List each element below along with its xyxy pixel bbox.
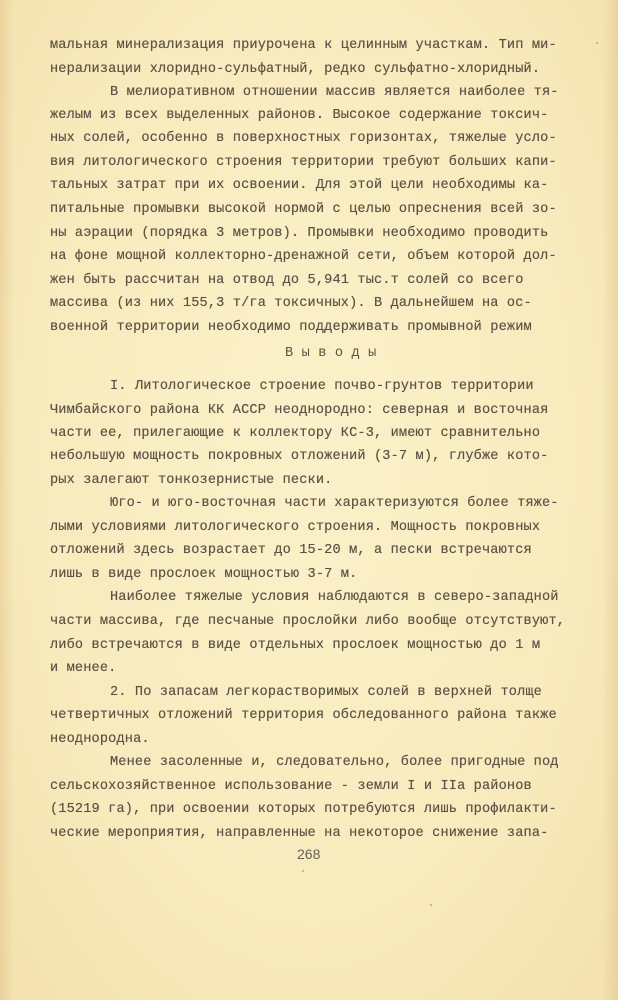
text-line: лишь в виде прослоек мощностью 3-7 м. — [50, 567, 358, 582]
text-line: отложений здесь возрастает до 15-20 м, а пески встречаются — [50, 543, 532, 558]
text-line: ны аэрации (порядка 3 метров). Промывки необходимо проводить — [50, 226, 549, 241]
text-line: нерализации хлоридно-сульфатный, редко сульфатно-хлоридный. — [50, 62, 541, 77]
text-line: Юго- и юго-восточная части характеризуются более тяже- — [110, 496, 559, 511]
text-line: мальная минерализация приурочена к целинным участкам. Тип ми- — [50, 38, 557, 53]
text-line: В мелиоративном отношении массив является наиболее тя- — [110, 85, 559, 100]
text-line: военной территории необходимо поддерживать промывной режим — [50, 320, 532, 335]
text-line: (15219 га), при освоении которых потребуются лишь профилакти- — [50, 802, 557, 817]
paper-speck — [430, 904, 432, 906]
page-number: 268 — [297, 846, 321, 862]
text-line: 2. По запасам легкорастворимых солей в верхней толще — [110, 685, 542, 700]
text-line: Чимбайского района КК АССР неоднородно: северная и восточная — [50, 403, 549, 418]
text-line: ных солей, особенно в поверхностных горизонтах, тяжелые усло- — [50, 131, 557, 146]
text-line: ческие мероприятия, направленные на некоторое снижение запа- — [50, 826, 549, 841]
text-line: лыми условиями литологического строения. Мощность покровных — [50, 520, 541, 535]
text-line: тальных затрат при их освоении. Для этой цели необходимы ка- — [50, 178, 549, 193]
paper-speck — [596, 42, 598, 44]
paper-speck — [302, 870, 304, 872]
text-line: рых залегают тонкозернистые пески. — [50, 473, 333, 488]
text-line: небольшую мощность покровных отложений (3-7 м), глубже кото- — [50, 449, 549, 464]
text-line: желым из всех выделенных районов. Высокое содержание токсич- — [50, 108, 549, 123]
text-line: I. Литологическое строение почво-грунтов территории — [110, 379, 534, 394]
text-line: четвертичных отложений территория обследованного района также — [50, 708, 557, 723]
text-line: либо встречаются в виде отдельных прослоек мощностью до 1 м — [50, 638, 541, 653]
text-line: жен быть рассчитан на отвод до 5,941 тыс.т солей со всего — [50, 273, 524, 288]
text-line: неоднородна. — [50, 732, 150, 747]
text-line: части массива, где песчаные прослойки либо вообще отсутствуют, — [50, 614, 566, 629]
text-line: части ее, прилегающие к коллектору КС-3, имеют сравнительно — [50, 426, 541, 441]
text-line: вия литологического строения территории требуют больших капи- — [50, 155, 557, 170]
text-line: Наиболее тяжелые условия наблюдаются в северо-западной — [110, 590, 559, 605]
section-heading: В ы в о д ы — [285, 346, 377, 361]
text-line: сельскохозяйственное использование - земли I и IIа районов — [50, 779, 532, 794]
text-line: массива (из них 155,3 т/га токсичных). В дальнейшем на ос- — [50, 296, 532, 311]
text-line: питальные промывки высокой нормой с целью опреснения всей зо- — [50, 202, 557, 217]
text-line: и менее. — [50, 661, 117, 676]
text-line: Менее засоленные и, следовательно, более пригодные под — [110, 755, 559, 770]
text-line: на фоне мощной коллекторно-дренажной сети, объем которой дол- — [50, 249, 557, 264]
